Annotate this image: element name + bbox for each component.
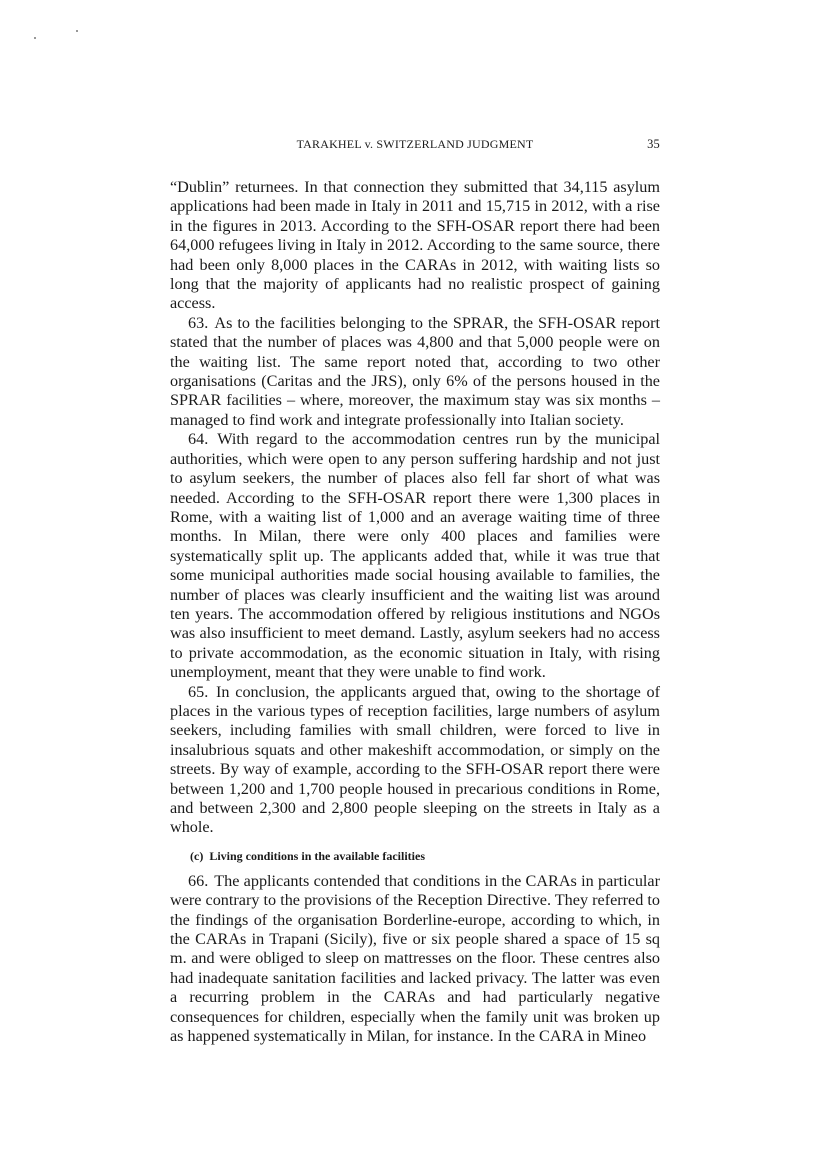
paragraph-66 — [170, 872, 660, 1047]
paragraph-text: The applicants contended that conditions in the CARAs in particular were contrary to the provisions of the Reception Directive. They referred to the findings of the organisation Borderline-europe, according to which, in the CARAs in Trapani (Sicily), five or six people shared a space of 15 sq m. and were obliged to sleep on mattresses on the floor. These centres also had inadequate sanitation facilities and lacked privacy. The latter was even a recurring problem in the CARAs and had particularly negative consequences for children, especially when the family unit was broken up as happened systematically in Milan, for instance. In the CARA in Mineo — [170, 871, 660, 1046]
page-number: 35 — [647, 137, 660, 151]
running-header — [170, 137, 660, 153]
paragraph-62-continued: “Dublin” returnees. In that connection they submitted that 34,115 asylum applications had been made in Italy in 2011 and 15,715 in 2012, with a rise in the figures in 2013. According to the SFH-OSAR report there had been 64,000 refugees living in Italy in 2012. According to the same source, there had been only 8,000 places in the CARAs in 2012, with waiting lists so long that the majority of applicants had no realistic prospect of gaining access. — [170, 178, 660, 313]
paragraph-text: As to the facilities belonging to the SPRAR, the SFH-OSAR report stated that the number of places was 4,800 and that 5,000 people were on the waiting list. The same report noted that, according to two other organisations (Caritas and the JRS), only 6% of the persons housed in the SPRAR facilities – where, moreover, the maximum stay was six months – managed to find work and integrate professionally into Italian society. — [170, 313, 661, 429]
paragraph-number: 66. — [188, 871, 209, 890]
subheading-text: Living conditions in the available facilities — [209, 848, 426, 863]
paragraph-63 — [170, 314, 660, 430]
paragraph-number: 64. — [188, 430, 209, 449]
paragraph-number: 63. — [188, 313, 209, 332]
paragraph-64 — [170, 430, 660, 682]
running-title: TARAKHEL v. SWITZERLAND JUDGMENT — [296, 137, 534, 151]
paragraph-65 — [170, 683, 660, 838]
scan-speck — [76, 30, 78, 32]
section-subheading — [190, 848, 660, 864]
subheading-marker: (c) — [190, 848, 204, 863]
paragraph-text: With regard to the accommodation centres run by the municipal authorities, which were open to any person suffering hardship and not just to asylum seekers, the number of places also fell far short of what was needed. According to the SFH-OSAR report there were 1,300 places in Rome, with a waiting list of 1,000 and an average waiting time of three months. In Milan, there were only 400 places and families were systematically split up. The applicants added that, while it was true that some municipal authorities made social housing available to families, the number of places was clearly insufficient and the waiting list was around ten years. The accommodation offered by religious institutions and NGOs was also insufficient to meet demand. Lastly, asylum seekers had no access to private accommodation, as the economic situation in Italy, with rising unemployment, meant that they were unable to find work. — [170, 430, 660, 682]
paragraph-text: In conclusion, the applicants argued that, owing to the shortage of places in the various types of reception facilities, large numbers of asylum seekers, including families with small children, were forced to live in insalubrious squats and other makeshift accommodation, or simply on the streets. By way of example, according to the SFH-OSAR report there were between 1,200 and 1,700 people housed in precarious conditions in Rome, and between 2,300 and 2,800 people sleeping on the streets in Italy as a whole. — [170, 682, 661, 837]
paragraph-number: 65. — [188, 682, 209, 701]
body-text — [170, 178, 660, 1046]
scan-speck — [34, 37, 36, 39]
